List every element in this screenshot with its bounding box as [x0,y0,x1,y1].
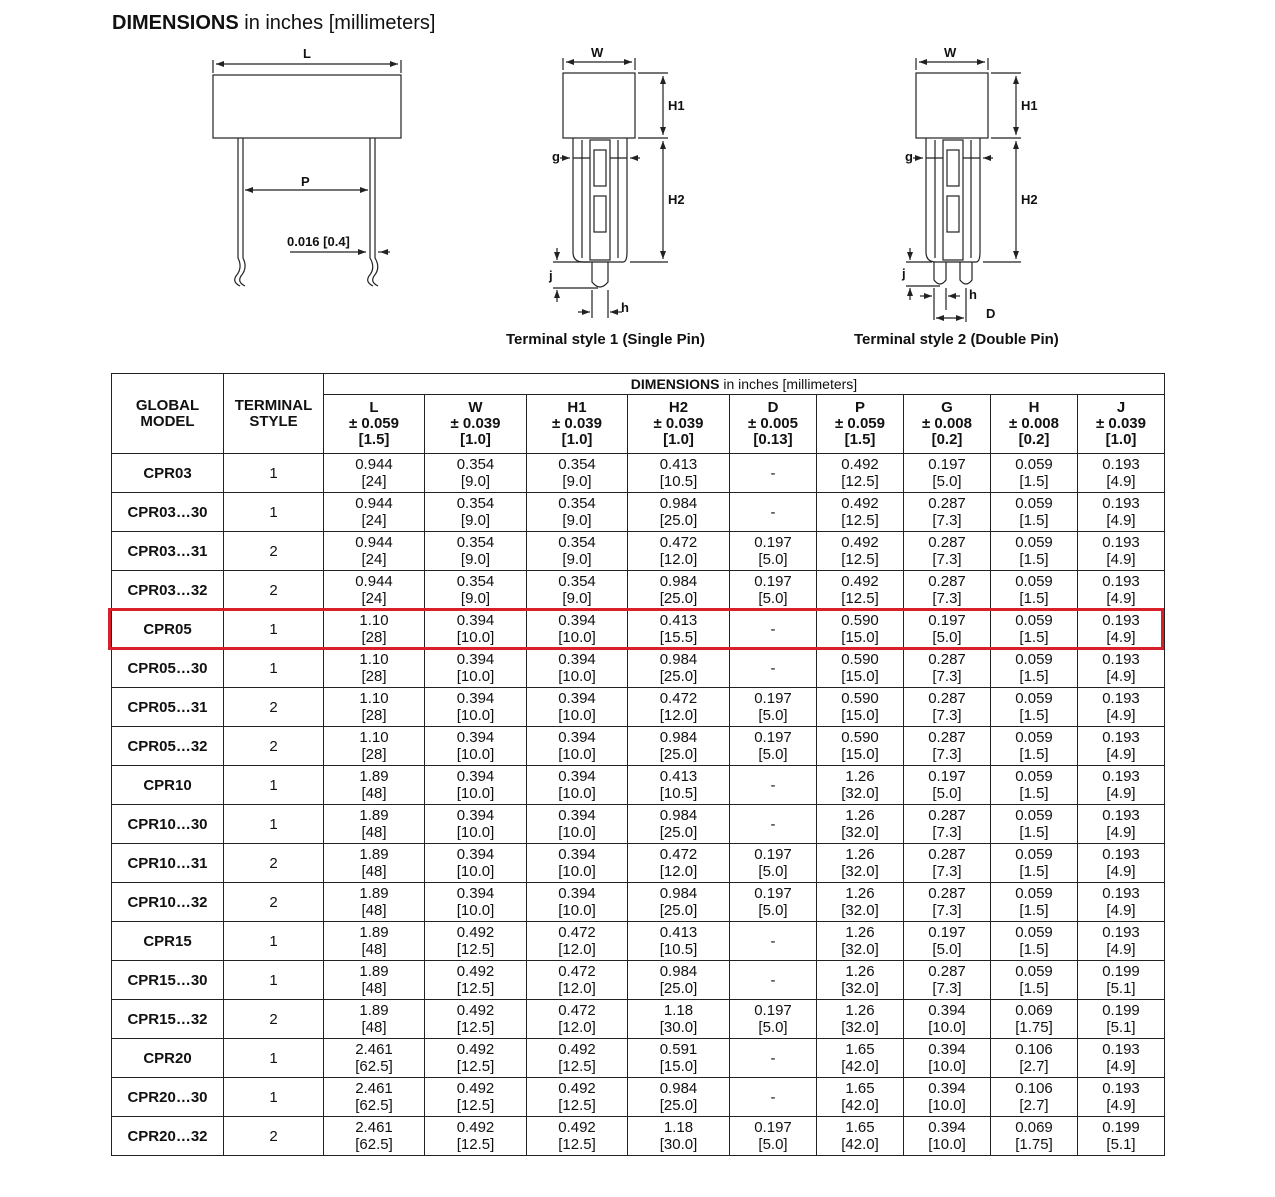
model-cell: CPR03 [112,454,224,493]
value-cell-d: - [730,493,817,532]
heading-rest: in inches [millimeters] [238,12,436,34]
value-cell-p: 0.492 [12.5] [817,454,904,493]
value-cell-l: 1.89 [48] [324,961,425,1000]
terminal-style-cell: 2 [224,1000,324,1039]
value-cell-j: 0.199 [5.1] [1078,1000,1165,1039]
value-cell-w: 0.394 [10.0] [425,649,527,688]
terminal-style-cell: 2 [224,883,324,922]
value-cell-j: 0.193 [4.9] [1078,1078,1165,1117]
table-row [112,1078,1165,1117]
value-cell-j: 0.193 [4.9] [1078,922,1165,961]
value-cell-d: - [730,805,817,844]
value-cell-h1: 0.492 [12.5] [527,1078,628,1117]
label-h1-style2: H1 [1021,98,1038,113]
value-cell-j: 0.193 [4.9] [1078,493,1165,532]
value-cell-p: 1.26 [32.0] [817,766,904,805]
value-cell-w: 0.394 [10.0] [425,610,527,649]
value-cell-j: 0.193 [4.9] [1078,1039,1165,1078]
value-cell-w: 0.492 [12.5] [425,1039,527,1078]
value-cell-h1: 0.394 [10.0] [527,805,628,844]
label-h1-style1: H1 [668,98,685,113]
value-cell-l: 1.89 [48] [324,922,425,961]
caption-style1: Terminal style 1 (Single Pin) [506,331,705,348]
value-cell-h: 0.059 [1.5] [991,454,1078,493]
table-row [112,571,1165,610]
terminal-style-cell: 1 [224,649,324,688]
value-cell-l: 0.944 [24] [324,493,425,532]
table-row [112,922,1165,961]
value-cell-l: 0.944 [24] [324,571,425,610]
value-cell-d: - [730,454,817,493]
label-w-style2: W [944,45,957,60]
value-cell-d: - [730,922,817,961]
value-cell-w: 0.354 [9.0] [425,571,527,610]
label-lead-dia: 0.016 [0.4] [287,234,350,249]
value-cell-j: 0.193 [4.9] [1078,727,1165,766]
value-cell-h: 0.059 [1.5] [991,727,1078,766]
value-cell-w: 0.394 [10.0] [425,883,527,922]
table-row [112,532,1165,571]
value-cell-p: 1.65 [42.0] [817,1039,904,1078]
value-cell-h2: 0.984 [25.0] [628,805,730,844]
value-cell-d: 0.197 [5.0] [730,1117,817,1156]
value-cell-h2: 0.472 [12.0] [628,688,730,727]
value-cell-d: 0.197 [5.0] [730,532,817,571]
value-cell-w: 0.394 [10.0] [425,805,527,844]
value-cell-p: 1.65 [42.0] [817,1117,904,1156]
model-cell: CPR03…32 [112,571,224,610]
value-cell-l: 2.461 [62.5] [324,1117,425,1156]
value-cell-d: 0.197 [5.0] [730,883,817,922]
value-cell-h: 0.069 [1.75] [991,1000,1078,1039]
value-cell-g: 0.197 [5.0] [904,766,991,805]
value-cell-g: 0.287 [7.3] [904,961,991,1000]
column-header-h: H ± 0.008 [0.2] [991,395,1078,454]
value-cell-h: 0.059 [1.5] [991,805,1078,844]
resistor-body [213,75,401,138]
model-cell: CPR05…32 [112,727,224,766]
value-cell-w: 0.354 [9.0] [425,532,527,571]
model-cell: CPR20…32 [112,1117,224,1156]
model-cell: CPR15…30 [112,961,224,1000]
value-cell-p: 1.26 [32.0] [817,844,904,883]
value-cell-h: 0.059 [1.5] [991,883,1078,922]
value-cell-h1: 0.472 [12.0] [527,961,628,1000]
value-cell-l: 1.10 [28] [324,649,425,688]
value-cell-j: 0.193 [4.9] [1078,610,1165,649]
value-cell-g: 0.394 [10.0] [904,1000,991,1039]
table-row [112,688,1165,727]
value-cell-w: 0.394 [10.0] [425,844,527,883]
value-cell-d: - [730,766,817,805]
value-cell-d: 0.197 [5.0] [730,571,817,610]
value-cell-h2: 0.472 [12.0] [628,844,730,883]
value-cell-d: - [730,610,817,649]
label-j-style2: j [902,266,906,281]
value-cell-h2: 1.18 [30.0] [628,1117,730,1156]
value-cell-h2: 0.984 [25.0] [628,649,730,688]
table-row [112,844,1165,883]
model-cell: CPR15 [112,922,224,961]
value-cell-h2: 0.984 [25.0] [628,961,730,1000]
model-cell: CPR20…30 [112,1078,224,1117]
value-cell-h: 0.059 [1.5] [991,766,1078,805]
value-cell-w: 0.394 [10.0] [425,727,527,766]
table-row [112,454,1165,493]
model-cell: CPR10…31 [112,844,224,883]
value-cell-l: 1.89 [48] [324,844,425,883]
value-cell-h: 0.059 [1.5] [991,688,1078,727]
global-model-header: GLOBAL MODEL [112,374,224,454]
terminal-style-cell: 1 [224,961,324,1000]
value-cell-g: 0.287 [7.3] [904,883,991,922]
value-cell-w: 0.354 [9.0] [425,454,527,493]
value-cell-j: 0.193 [4.9] [1078,844,1165,883]
dimensions-table [111,373,1165,1156]
model-cell: CPR20 [112,1039,224,1078]
value-cell-g: 0.394 [10.0] [904,1117,991,1156]
heading-bold: DIMENSIONS [112,12,239,34]
value-cell-g: 0.197 [5.0] [904,922,991,961]
value-cell-w: 0.394 [10.0] [425,766,527,805]
value-cell-j: 0.193 [4.9] [1078,532,1165,571]
terminal-style-cell: 1 [224,922,324,961]
column-header-d: D ± 0.005 [0.13] [730,395,817,454]
label-h2-style1: H2 [668,192,685,207]
value-cell-h1: 0.394 [10.0] [527,649,628,688]
value-cell-h1: 0.354 [9.0] [527,532,628,571]
terminal-style-cell: 1 [224,454,324,493]
value-cell-d: - [730,1078,817,1117]
value-cell-d: 0.197 [5.0] [730,727,817,766]
column-header-p: P ± 0.059 [1.5] [817,395,904,454]
value-cell-w: 0.492 [12.5] [425,922,527,961]
value-cell-h: 0.059 [1.5] [991,961,1078,1000]
label-L: L [303,46,311,61]
value-cell-g: 0.394 [10.0] [904,1039,991,1078]
value-cell-h2: 1.18 [30.0] [628,1000,730,1039]
terminal-style-cell: 1 [224,493,324,532]
value-cell-h2: 0.984 [25.0] [628,493,730,532]
value-cell-j: 0.193 [4.9] [1078,766,1165,805]
table-row [112,961,1165,1000]
model-cell: CPR15…32 [112,1000,224,1039]
value-cell-h2: 0.472 [12.0] [628,532,730,571]
value-cell-g: 0.287 [7.3] [904,493,991,532]
value-cell-p: 0.590 [15.0] [817,649,904,688]
value-cell-l: 1.89 [48] [324,883,425,922]
label-g-style2: g [905,149,913,164]
value-cell-p: 1.26 [32.0] [817,922,904,961]
value-cell-j: 0.193 [4.9] [1078,688,1165,727]
model-cell: CPR03…30 [112,493,224,532]
value-cell-h: 0.059 [1.5] [991,649,1078,688]
label-h2-style2: H2 [1021,192,1038,207]
terminal-style-cell: 2 [224,688,324,727]
value-cell-h2: 0.984 [25.0] [628,571,730,610]
value-cell-d: - [730,1039,817,1078]
value-cell-l: 1.10 [28] [324,727,425,766]
value-cell-p: 1.26 [32.0] [817,883,904,922]
table-row [112,883,1165,922]
value-cell-h1: 0.394 [10.0] [527,610,628,649]
value-cell-h: 0.106 [2.7] [991,1078,1078,1117]
value-cell-h1: 0.492 [12.5] [527,1039,628,1078]
value-cell-l: 1.89 [48] [324,1000,425,1039]
value-cell-p: 0.590 [15.0] [817,688,904,727]
value-cell-j: 0.193 [4.9] [1078,571,1165,610]
terminal-style-cell: 2 [224,727,324,766]
value-cell-h2: 0.984 [25.0] [628,883,730,922]
value-cell-l: 1.10 [28] [324,610,425,649]
table-row [112,1000,1165,1039]
terminal-style-cell: 1 [224,610,324,649]
table-row [112,805,1165,844]
label-P: P [301,174,310,189]
value-cell-h1: 0.354 [9.0] [527,493,628,532]
value-cell-g: 0.287 [7.3] [904,688,991,727]
value-cell-d: 0.197 [5.0] [730,688,817,727]
table-row [112,493,1165,532]
value-cell-d: - [730,649,817,688]
value-cell-w: 0.492 [12.5] [425,961,527,1000]
value-cell-h1: 0.354 [9.0] [527,571,628,610]
terminal-style-header: TERMINAL STYLE [224,374,324,454]
dimension-drawings [0,0,1275,370]
table-row [112,1117,1165,1156]
value-cell-h2: 0.413 [15.5] [628,610,730,649]
value-cell-h: 0.059 [1.5] [991,610,1078,649]
value-cell-l: 0.944 [24] [324,532,425,571]
value-cell-h2: 0.413 [10.5] [628,454,730,493]
model-cell: CPR03…31 [112,532,224,571]
value-cell-l: 2.461 [62.5] [324,1078,425,1117]
value-cell-h2: 0.984 [25.0] [628,1078,730,1117]
value-cell-p: 1.26 [32.0] [817,961,904,1000]
column-header-w: W ± 0.039 [1.0] [425,395,527,454]
model-cell: CPR05 [112,610,224,649]
caption-style2: Terminal style 2 (Double Pin) [854,331,1059,348]
value-cell-d: 0.197 [5.0] [730,844,817,883]
table-row [112,1039,1165,1078]
value-cell-j: 0.193 [4.9] [1078,805,1165,844]
value-cell-g: 0.394 [10.0] [904,1078,991,1117]
value-cell-h1: 0.394 [10.0] [527,727,628,766]
label-h-style1: h [621,300,629,315]
value-cell-l: 0.944 [24] [324,454,425,493]
value-cell-p: 1.26 [32.0] [817,1000,904,1039]
model-cell: CPR10 [112,766,224,805]
value-cell-j: 0.193 [4.9] [1078,454,1165,493]
value-cell-h: 0.059 [1.5] [991,571,1078,610]
value-cell-l: 1.89 [48] [324,766,425,805]
table-row [112,649,1165,688]
value-cell-p: 1.26 [32.0] [817,805,904,844]
column-header-l: L ± 0.059 [1.5] [324,395,425,454]
model-cell: CPR05…30 [112,649,224,688]
value-cell-g: 0.197 [5.0] [904,454,991,493]
value-cell-h1: 0.394 [10.0] [527,883,628,922]
table-row [112,766,1165,805]
column-header-g: G ± 0.008 [0.2] [904,395,991,454]
value-cell-g: 0.287 [7.3] [904,805,991,844]
label-d-style2: D [986,306,996,321]
model-cell: CPR10…30 [112,805,224,844]
value-cell-p: 0.492 [12.5] [817,532,904,571]
value-cell-w: 0.492 [12.5] [425,1078,527,1117]
value-cell-h1: 0.472 [12.0] [527,1000,628,1039]
value-cell-l: 1.10 [28] [324,688,425,727]
value-cell-h1: 0.394 [10.0] [527,766,628,805]
value-cell-h: 0.059 [1.5] [991,532,1078,571]
label-h-style2: h [969,287,977,302]
value-cell-p: 0.590 [15.0] [817,610,904,649]
model-cell: CPR10…32 [112,883,224,922]
value-cell-l: 2.461 [62.5] [324,1039,425,1078]
terminal-style-cell: 2 [224,571,324,610]
value-cell-l: 1.89 [48] [324,805,425,844]
value-cell-g: 0.197 [5.0] [904,610,991,649]
column-header-h1: H1 ± 0.039 [1.0] [527,395,628,454]
column-header-h2: H2 ± 0.039 [1.0] [628,395,730,454]
model-cell: CPR05…31 [112,688,224,727]
label-g-style1: g [552,149,560,164]
value-cell-h: 0.059 [1.5] [991,844,1078,883]
value-cell-p: 0.492 [12.5] [817,493,904,532]
value-cell-j: 0.193 [4.9] [1078,649,1165,688]
value-cell-g: 0.287 [7.3] [904,571,991,610]
value-cell-d: - [730,961,817,1000]
value-cell-g: 0.287 [7.3] [904,844,991,883]
table-row [112,727,1165,766]
value-cell-g: 0.287 [7.3] [904,649,991,688]
value-cell-w: 0.492 [12.5] [425,1117,527,1156]
value-cell-g: 0.287 [7.3] [904,727,991,766]
terminal-style-cell: 1 [224,1039,324,1078]
value-cell-d: 0.197 [5.0] [730,1000,817,1039]
value-cell-h1: 0.394 [10.0] [527,688,628,727]
value-cell-g: 0.287 [7.3] [904,532,991,571]
terminal-style-cell: 1 [224,766,324,805]
label-j-style1: j [549,268,553,283]
value-cell-h: 0.059 [1.5] [991,922,1078,961]
value-cell-w: 0.394 [10.0] [425,688,527,727]
column-header-j: J ± 0.039 [1.0] [1078,395,1165,454]
value-cell-h1: 0.472 [12.0] [527,922,628,961]
value-cell-p: 1.65 [42.0] [817,1078,904,1117]
value-cell-p: 0.492 [12.5] [817,571,904,610]
terminal-style-cell: 2 [224,844,324,883]
label-w-style1: W [591,45,604,60]
value-cell-w: 0.492 [12.5] [425,1000,527,1039]
value-cell-h2: 0.984 [25.0] [628,727,730,766]
value-cell-j: 0.193 [4.9] [1078,883,1165,922]
value-cell-h: 0.059 [1.5] [991,493,1078,532]
dimensions-group-header: DIMENSIONS in inches [millimeters] [324,374,1165,395]
terminal-style-cell: 1 [224,805,324,844]
value-cell-h2: 0.591 [15.0] [628,1039,730,1078]
value-cell-j: 0.199 [5.1] [1078,961,1165,1000]
table-row [112,610,1165,649]
terminal-style-cell: 2 [224,532,324,571]
value-cell-h1: 0.492 [12.5] [527,1117,628,1156]
value-cell-h1: 0.394 [10.0] [527,844,628,883]
value-cell-h2: 0.413 [10.5] [628,766,730,805]
value-cell-j: 0.199 [5.1] [1078,1117,1165,1156]
value-cell-h1: 0.354 [9.0] [527,454,628,493]
terminal-style-cell: 2 [224,1117,324,1156]
value-cell-w: 0.354 [9.0] [425,493,527,532]
value-cell-h: 0.069 [1.75] [991,1117,1078,1156]
value-cell-h2: 0.413 [10.5] [628,922,730,961]
value-cell-h: 0.106 [2.7] [991,1039,1078,1078]
value-cell-p: 0.590 [15.0] [817,727,904,766]
terminal-style-cell: 1 [224,1078,324,1117]
